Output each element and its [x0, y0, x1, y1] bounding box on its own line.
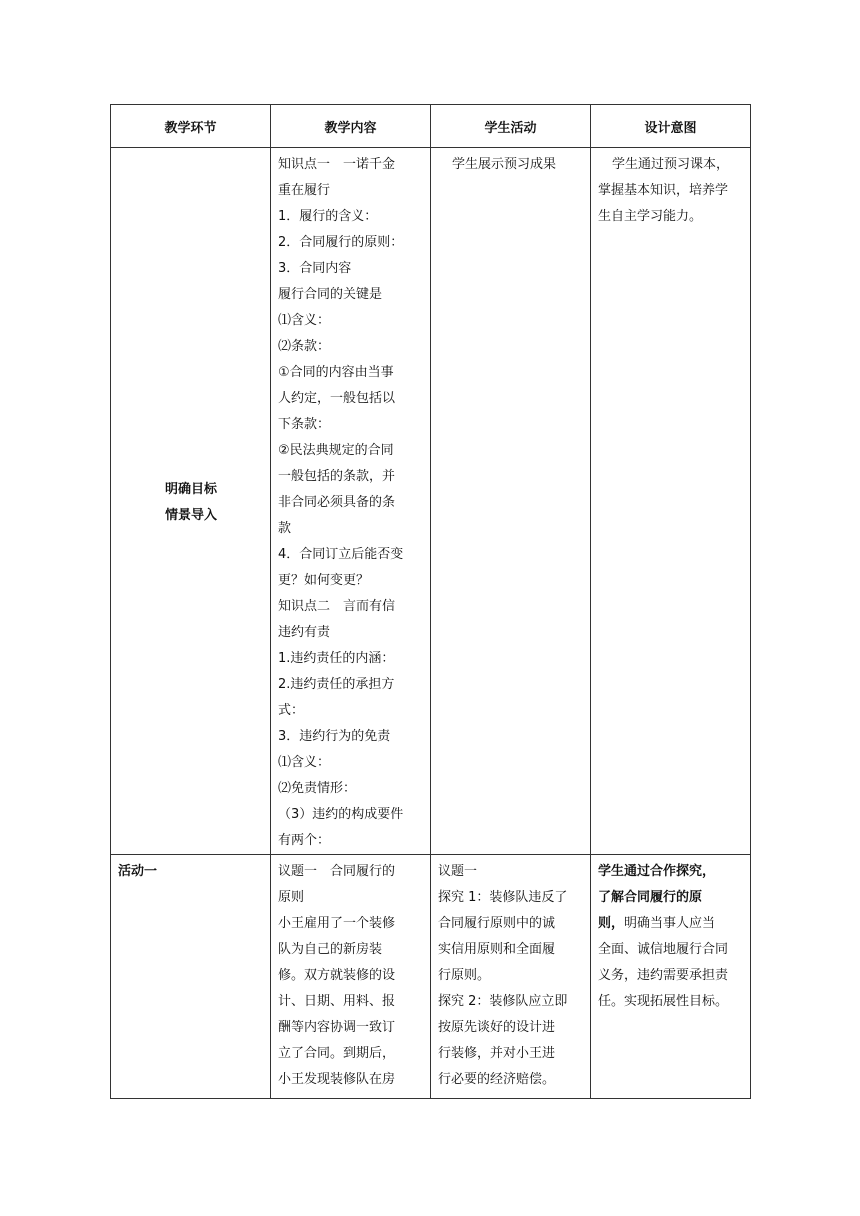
stage-line: 情景导入 [164, 508, 217, 523]
activity-cell [431, 855, 591, 1099]
activity-cell [431, 148, 591, 855]
content-line: ⑵免责情形： [278, 781, 357, 796]
content-line: 一般包括的条款，并 [278, 469, 396, 484]
content-line: 议题一 合同履行的 [278, 864, 396, 879]
content-line: 式： [278, 703, 305, 718]
content-line: 4．合同订立后能否变 [278, 547, 404, 562]
content-line: 小王发现装修队在房 [278, 1072, 396, 1087]
intent-line: 任。实现拓展性目标。 [598, 994, 729, 1009]
content-line: 违约有责 [278, 625, 331, 640]
activity-line: 合同履行原则中的诚 [438, 916, 556, 931]
content-line: 队为自己的新房装 [278, 942, 383, 957]
content-line: 酬等内容协调一致订 [278, 1020, 396, 1035]
content-cell [271, 855, 431, 1099]
content-cell [271, 148, 431, 855]
content-line: ⑵条款： [278, 339, 331, 354]
content-line: 原则 [278, 890, 305, 905]
intent-cell [591, 148, 751, 855]
intent-line: 生自主学习能力。 [598, 209, 703, 224]
content-line: 履行合同的关键是 [278, 287, 383, 302]
content-line: 立了合同。到期后， [278, 1046, 396, 1061]
content-line: 2．合同履行的原则： [278, 235, 404, 250]
content-line: ⑴含义： [278, 755, 331, 770]
header-intent: 设计意图 [591, 105, 751, 148]
intent-line [598, 911, 744, 937]
intent-line: 学生通过合作探究， [598, 864, 716, 879]
intent-line: 掌握基本知识，培养学 [598, 183, 729, 198]
content-line: 知识点二 言而有信 [278, 599, 396, 614]
activity-line: 按原先谈好的设计进 [438, 1020, 556, 1035]
content-line: 计、日期、用料、报 [278, 994, 396, 1009]
intent-cell [591, 855, 751, 1099]
activity-line: 学生展示预习成果 [452, 157, 557, 172]
activity-line: 探究 2：装修队应立即 [438, 994, 568, 1009]
table-row [111, 855, 751, 1099]
content-line: ⑴含义： [278, 313, 331, 328]
content-line: 3．违约行为的免责 [278, 729, 391, 744]
header-row [111, 105, 751, 148]
stage-cell [111, 148, 271, 855]
content-line: 重在履行 [278, 183, 331, 198]
content-line: 非合同必须具备的条 [278, 495, 396, 510]
content-line: 下条款： [278, 417, 331, 432]
content-line: 更？如何变更？ [278, 573, 370, 588]
intent-line: 义务，违约需要承担责 [598, 968, 729, 983]
activity-line: 行原则。 [438, 968, 491, 983]
stage-cell [111, 855, 271, 1099]
content-line: 小王雇用了一个装修 [278, 916, 396, 931]
content-line: 人约定，一般包括以 [278, 391, 396, 406]
content-line: ①合同的内容由当事 [278, 365, 394, 380]
intent-line: 全面、诚信地履行合同 [598, 942, 729, 957]
intent-bold-fragment: 则， [598, 916, 625, 931]
header-stage: 教学环节 [111, 105, 271, 148]
intent-normal-fragment: 明确当事人应当 [624, 916, 716, 931]
content-line: （3）违约的构成要件 [278, 807, 404, 822]
header-content: 教学内容 [271, 105, 431, 148]
activity-line: 探究 1：装修队违反了 [438, 890, 568, 905]
content-line: 3．合同内容 [278, 261, 352, 276]
content-line: 2.违约责任的承担方 [278, 677, 395, 692]
activity-line: 行必要的经济赔偿。 [438, 1072, 556, 1087]
intent-line: 学生通过预习课本， [612, 157, 730, 172]
content-line: ②民法典规定的合同 [278, 443, 394, 458]
intent-line: 了解合同履行的原 [598, 890, 703, 905]
lesson-plan-table [110, 104, 751, 1099]
content-line: 1．履行的含义： [278, 209, 378, 224]
content-line: 1.违约责任的内涵： [278, 651, 395, 666]
stage-line: 明确目标 [164, 482, 217, 497]
content-line: 修。双方就装修的设 [278, 968, 396, 983]
table-row [111, 148, 751, 855]
activity-line: 议题一 [438, 864, 478, 879]
content-line: 有两个： [278, 833, 331, 848]
stage-line: 活动一 [118, 864, 158, 879]
header-activity: 学生活动 [431, 105, 591, 148]
activity-line: 行装修，并对小王进 [438, 1046, 556, 1061]
content-line: 款 [278, 521, 292, 536]
activity-line: 实信用原则和全面履 [438, 942, 556, 957]
content-line: 知识点一 一诺千金 [278, 157, 396, 172]
